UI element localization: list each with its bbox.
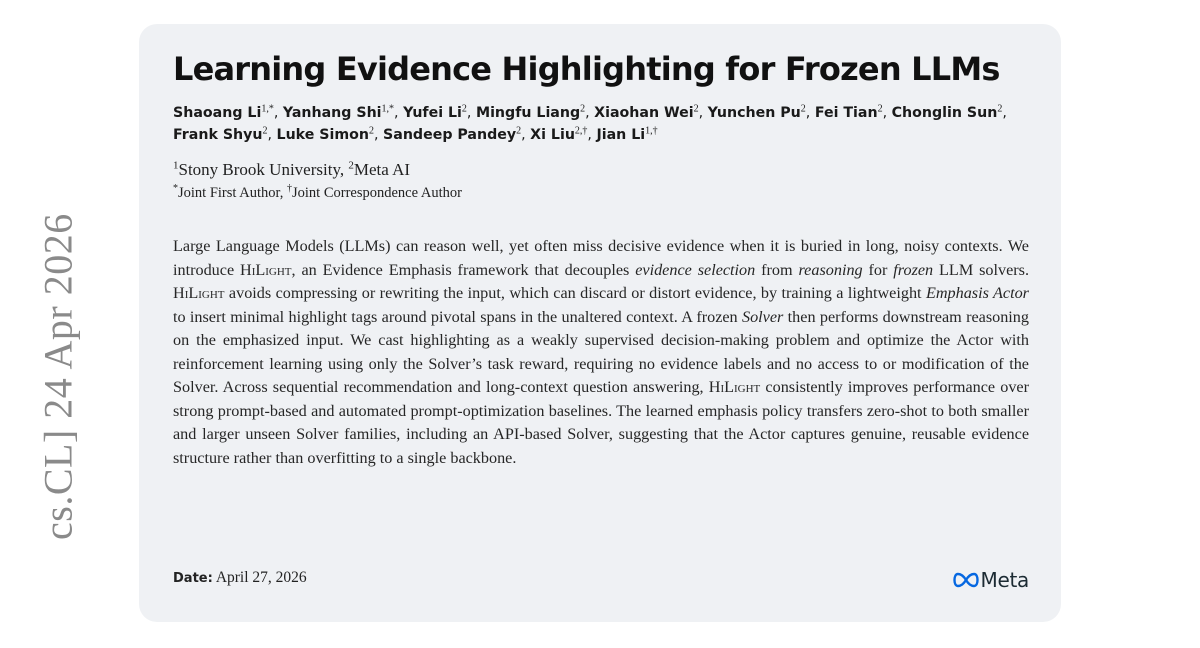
abstract-segment: LLM solvers. [933,260,1029,279]
author-affil-sup: 2 [693,103,699,115]
author-name: Shaoang Li [173,105,262,121]
author-name: Chonglin Sun [891,105,998,121]
author-affil-sup: 2 [580,103,586,115]
abstract-segment: to insert minimal highlight tags around pivotal spans in the unaltered context. A frozen [173,307,742,326]
author-affil-sup: 2 [461,103,467,115]
author-name: Yufei Li [403,105,462,121]
affiliation-meta: Meta AI [353,160,411,179]
author-list: Shaoang $Li^{1,*}$, Yanhang Shi$^{1,*}$, Yufei Li$^2$, Mingfu Liang$^2$, Xiaohan Wei$^2$, Yunchen Pu$^2$, Fei Tian$^2$, Chonglin Sun$^2$, Frank Shyu$^2$, Luke Simon$^2$, Sandeep Pandey$^2$, Xi Liu$^{2,\dagger}$, Jian $Li^{1,\dagger}$ [173,103,1007,143]
affil-sup-2: 2 [348,159,354,172]
affiliations [173,160,410,180]
date-line [173,569,307,587]
author-name: Sandeep Pandey [383,127,517,143]
author-name: Xi Liu [530,127,575,143]
abstract-segment: Large Language Models (LLMs) can reason well, yet often miss decisive evidence when it is buried in long, noisy contexts. We introduce [173,237,1029,279]
paper-title: Learning Evidence Highlighting for Frozen LLMs [173,50,1000,88]
author-entry [277,127,374,143]
note-sup-star: * [173,183,178,195]
author-entry [173,105,274,121]
abstract-segment: then performs downstream reasoning on the emphasized input. We cast highlighting as a weakly supervised decision-making problem and optimize the Actor with reinforcement learning using only the Solver’s task reward, requiring no evidence labels and no access to or modification of the Solver. Across sequential recommendation and long-context question answering, [173,307,1029,396]
abstract-emphasis: evidence selection [635,260,756,279]
meta-logo [953,568,1029,592]
abstract-emphasis: frozen [893,260,934,279]
author-entry [283,105,394,121]
author-name: Jian Li [596,127,646,143]
author-name: Xiaohan Wei [594,105,694,121]
author-affil-sup: 2 [516,125,522,137]
author-affil-sup: 2 [262,125,268,137]
author-affil-sup: 2 [800,103,806,115]
abstract-emphasis: reasoning [798,260,863,279]
author-entry [815,105,883,121]
meta-logo-text: Meta [980,568,1029,592]
author-entry [596,127,657,143]
arxiv-stamp-text: cs.CL] 24 Apr 2026 [35,213,81,540]
abstract-system-name: HiLight [240,260,292,279]
author-affil-sup: 2 [997,103,1003,115]
author-affil-sup: 2 [369,125,374,137]
author-name: Fei Tian [814,105,878,121]
abstract-segment: from [755,260,799,279]
author-affil-sup: 1,* [381,103,395,115]
abstract-segment: avoids compressing or rewriting the input, which can discard or distort evidence, by training a lightweight [224,284,926,302]
author-affil-sup: 1,* [261,103,274,115]
author-name: Mingfu Liang [475,105,581,121]
abstract-segment: , an Evidence Emphasis framework that decouples [291,260,636,279]
author-name: Frank Shyu [173,127,263,143]
arxiv-side-stamp [28,0,88,648]
author-entry [708,105,806,121]
abstract-segment: for [862,260,894,279]
author-affil-sup: 2 [877,103,883,115]
author-name: Luke Simon [276,127,369,143]
abstract-emphasis: Emphasis Actor [925,284,1029,302]
author-affil-sup: 1,† [645,125,658,137]
author-affil-sup: 2,† [574,125,588,137]
affiliation-stony-brook: Stony Brook University, [178,160,349,179]
paper-header-card [139,24,1061,622]
author-entry [530,127,587,143]
affil-sup-1: 1 [173,159,179,172]
author-notes [173,185,462,202]
date-value: April 27, 2026 [215,569,307,586]
abstract-text [173,235,1029,470]
author-entry [173,127,268,143]
abstract-segment: consistently improves performance over strong prompt-based and automated prompt-optimization baselines. The learned emphasis policy transfers zero-shot to both smaller and larger unseen Solver families, including an API-based Solver, suggesting that the Actor captures genuine, reusable evidence structure rather than overfitting to a single backbone. [173,378,1030,467]
author-entry [594,105,698,121]
note-joint-correspondence: Joint Correspondence Author [292,185,462,201]
date-label: Date: [173,571,213,586]
abstract-system-name: HiLight [173,284,225,302]
author-name: Yanhang Shi [282,105,382,121]
note-joint-first: Joint First Author, [178,185,287,201]
abstract-emphasis: Solver [741,307,784,326]
author-entry [892,105,1003,121]
abstract-system-name: HiLight [708,378,761,396]
author-name: Yunchen Pu [707,105,801,121]
author-entry [383,127,521,143]
note-sup-dagger: † [287,183,292,195]
author-entry [476,105,585,121]
meta-infinity-icon [953,572,979,588]
author-entry [403,105,467,121]
